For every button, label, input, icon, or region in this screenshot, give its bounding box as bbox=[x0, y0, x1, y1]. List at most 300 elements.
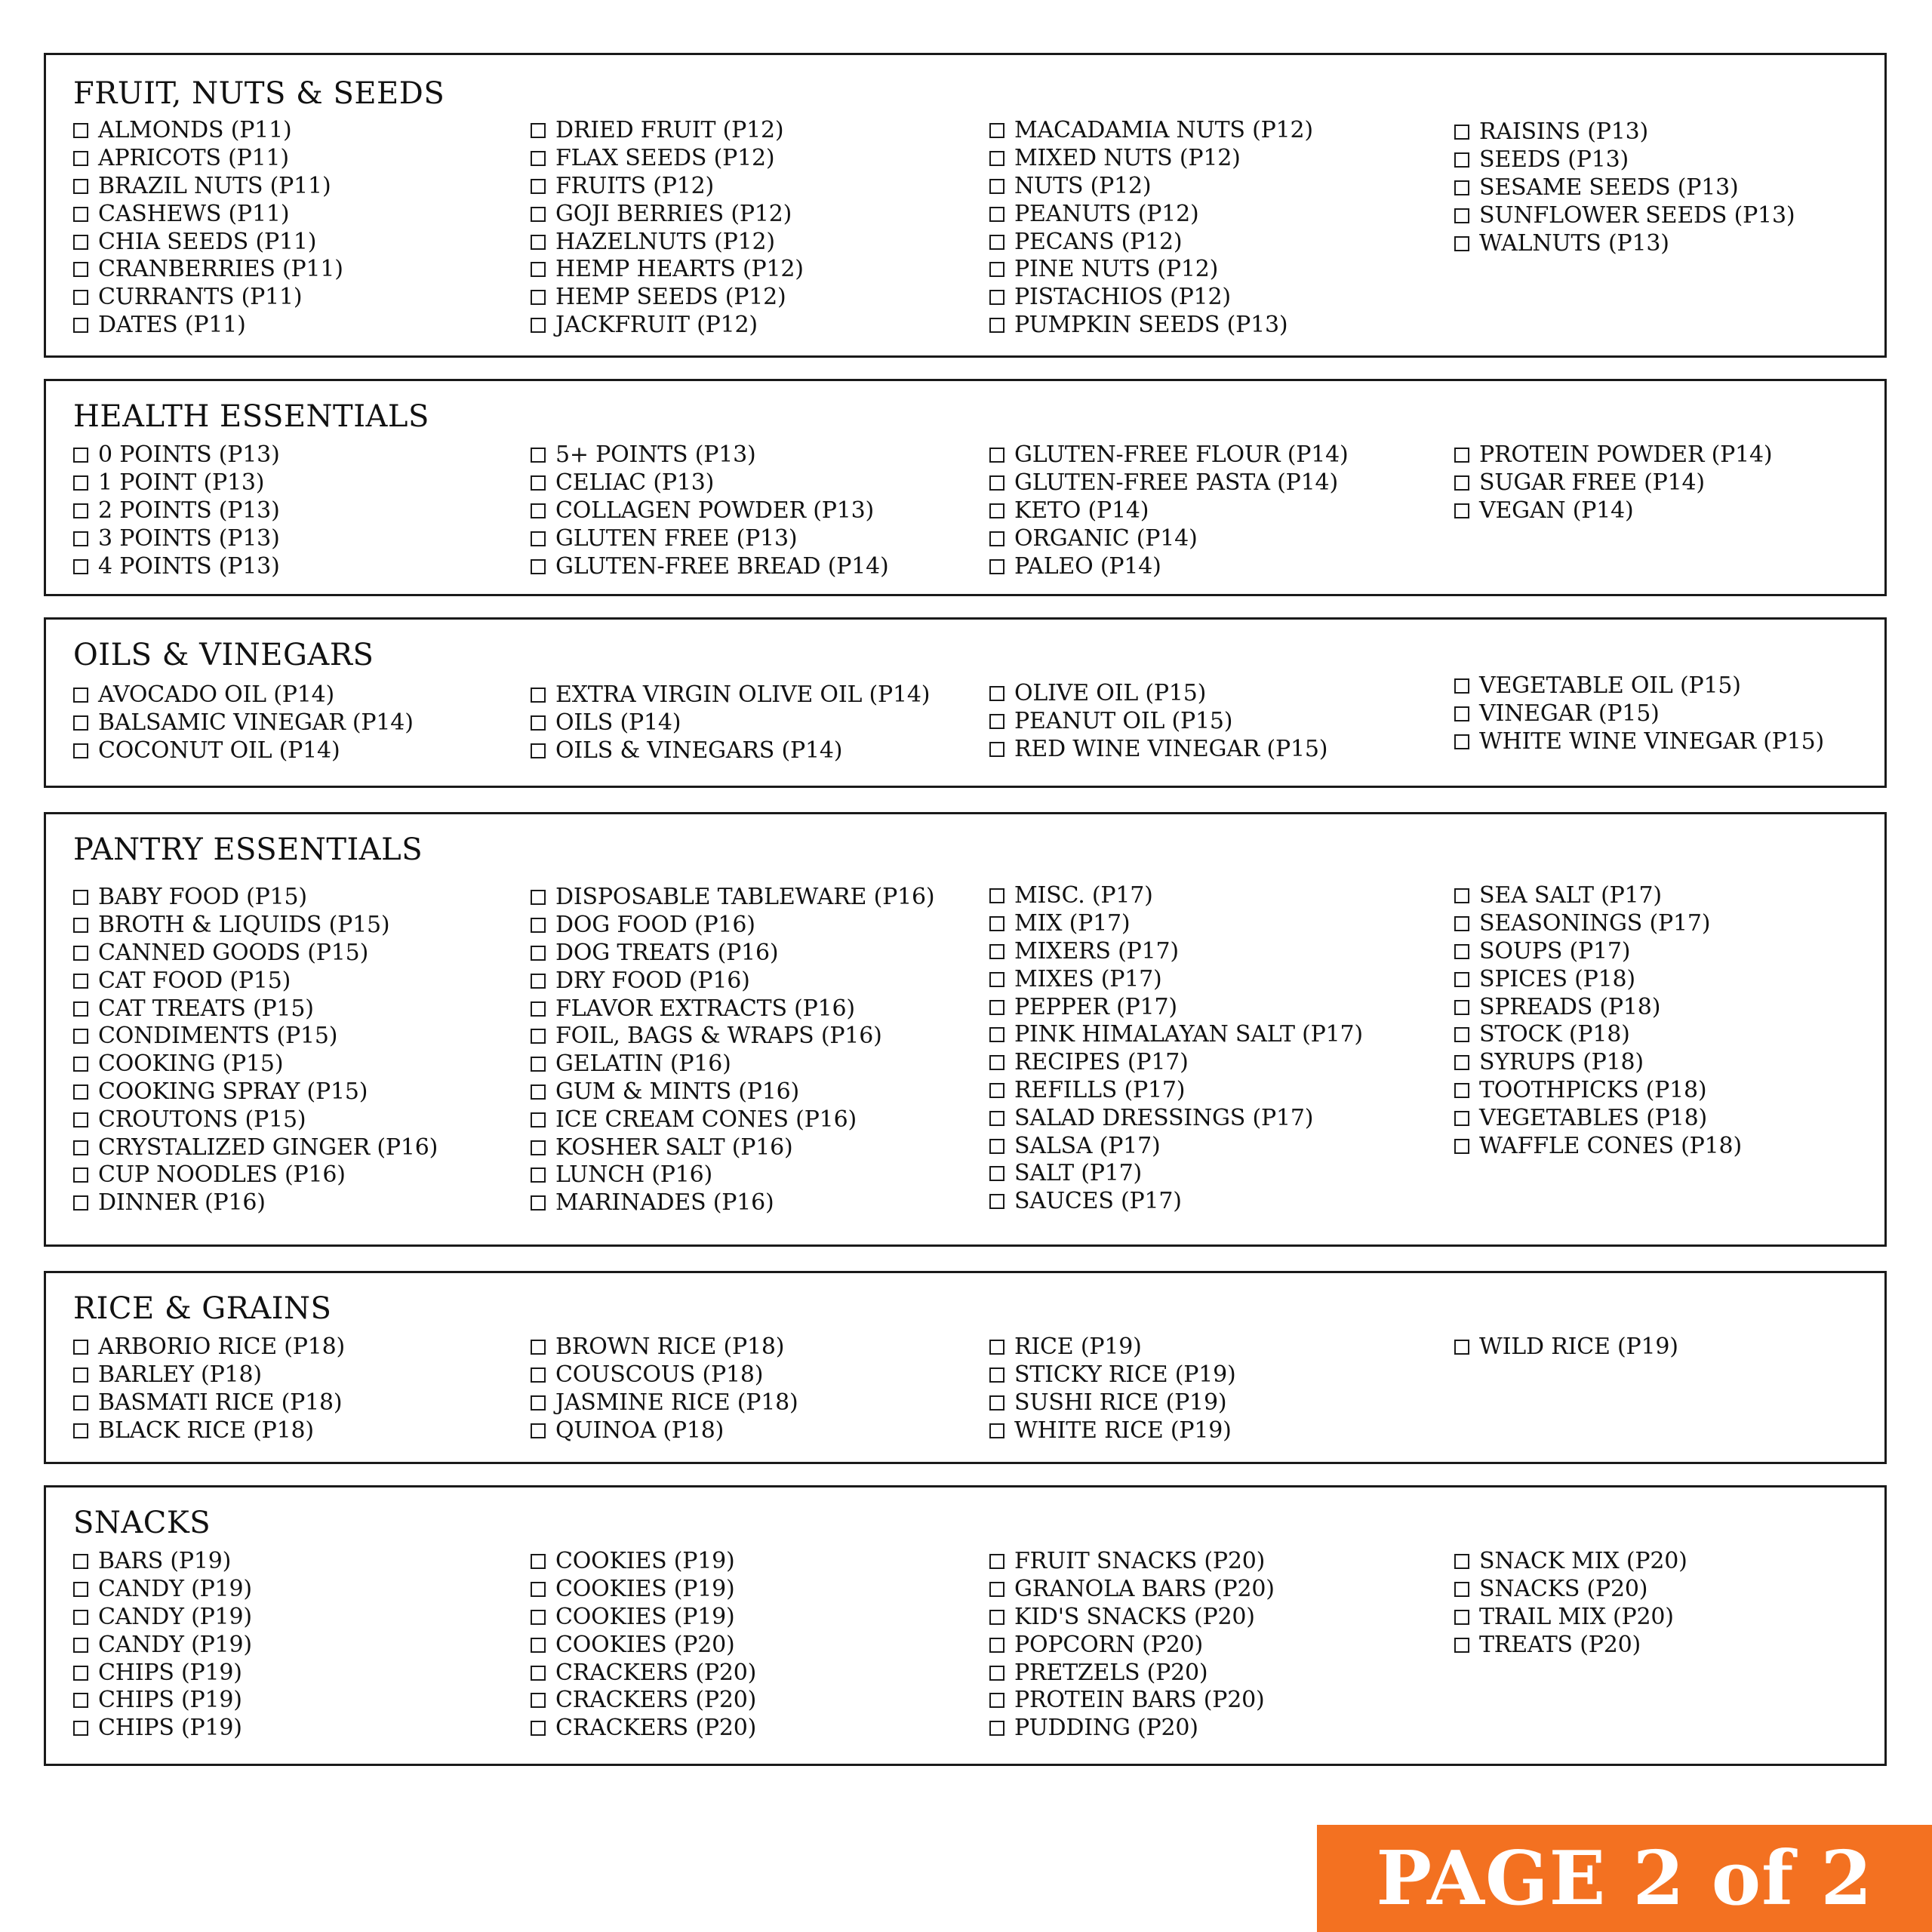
item-label: CAT TREATS (P15) bbox=[98, 995, 314, 1022]
checkbox[interactable] bbox=[73, 890, 88, 905]
page-indicator-label: PAGE 2 of 2 bbox=[1376, 1835, 1873, 1922]
checkbox[interactable] bbox=[989, 290, 1004, 305]
checklist-item bbox=[989, 256, 1313, 284]
checklist-item bbox=[73, 709, 414, 737]
item-label: GLUTEN-FREE BREAD (P14) bbox=[555, 552, 889, 580]
checkbox[interactable] bbox=[1454, 1340, 1469, 1355]
item-label: QUINOA (P18) bbox=[555, 1417, 724, 1444]
checklist-item bbox=[531, 1417, 798, 1444]
checkbox[interactable] bbox=[531, 318, 546, 333]
checkbox[interactable] bbox=[989, 503, 1004, 518]
checkbox[interactable] bbox=[73, 1057, 88, 1072]
checklist-item bbox=[531, 1548, 756, 1576]
item-label: DOG FOOD (P16) bbox=[555, 912, 755, 939]
checkbox[interactable] bbox=[1454, 1638, 1469, 1653]
item-label: 5+ POINTS (P13) bbox=[555, 441, 756, 469]
item-label: HAZELNUTS (P12) bbox=[555, 228, 775, 255]
checkbox[interactable] bbox=[531, 503, 546, 518]
checkbox[interactable] bbox=[73, 918, 88, 933]
item-label: SPREADS (P18) bbox=[1479, 993, 1661, 1020]
checklist-item bbox=[73, 228, 343, 256]
checklist-item bbox=[1454, 993, 1742, 1021]
item-label: PINK HIMALAYAN SALT (P17) bbox=[1014, 1021, 1363, 1048]
checkbox[interactable] bbox=[989, 559, 1004, 574]
item-label: STICKY RICE (P19) bbox=[1014, 1361, 1236, 1389]
checkbox[interactable] bbox=[73, 1084, 88, 1100]
checkbox[interactable] bbox=[531, 890, 546, 905]
item-label: CAT FOOD (P15) bbox=[98, 967, 291, 994]
checklist-item bbox=[1454, 441, 1772, 469]
checkbox[interactable] bbox=[531, 1001, 546, 1017]
item-label: BRAZIL NUTS (P11) bbox=[98, 172, 331, 199]
checkbox[interactable] bbox=[73, 123, 88, 138]
checklist-item bbox=[73, 1134, 438, 1161]
checkbox[interactable] bbox=[1454, 152, 1469, 168]
checkbox[interactable] bbox=[989, 123, 1004, 138]
checklist-item bbox=[989, 1361, 1236, 1389]
item-label: CRACKERS (P20) bbox=[555, 1715, 757, 1742]
checklist-column bbox=[531, 681, 930, 764]
item-label: PECANS (P12) bbox=[1014, 228, 1183, 255]
checklist-item bbox=[989, 117, 1313, 145]
checklist-item bbox=[1454, 1021, 1742, 1049]
item-label: JASMINE RICE (P18) bbox=[555, 1389, 798, 1416]
checklist-item bbox=[531, 284, 804, 312]
checklist-column bbox=[73, 884, 438, 1217]
checklist-item bbox=[73, 1576, 252, 1604]
item-label: LUNCH (P16) bbox=[555, 1161, 713, 1189]
checkbox[interactable] bbox=[531, 1666, 546, 1681]
checkbox[interactable] bbox=[73, 1168, 88, 1183]
checkbox[interactable] bbox=[531, 1029, 546, 1044]
checklist-item bbox=[73, 1334, 345, 1361]
item-label: PEANUT OIL (P15) bbox=[1014, 708, 1233, 735]
checkbox[interactable] bbox=[989, 1083, 1004, 1098]
checkbox[interactable] bbox=[531, 1195, 546, 1211]
checklist-item bbox=[989, 1188, 1363, 1216]
item-label: RAISINS (P13) bbox=[1479, 118, 1649, 146]
checklist-item bbox=[531, 117, 804, 145]
item-label: KETO (P14) bbox=[1014, 497, 1149, 524]
checkbox[interactable] bbox=[73, 1001, 88, 1017]
item-label: EXTRA VIRGIN OLIVE OIL (P14) bbox=[555, 681, 931, 709]
item-label: BABY FOOD (P15) bbox=[98, 884, 307, 911]
checklist-column bbox=[1454, 1548, 1687, 1659]
checkbox[interactable] bbox=[989, 944, 1004, 959]
item-label: STOCK (P18) bbox=[1479, 1021, 1630, 1048]
checkbox[interactable] bbox=[73, 503, 88, 518]
checkbox[interactable] bbox=[531, 974, 546, 989]
item-label: FOIL, BAGS & WRAPS (P16) bbox=[555, 1023, 882, 1050]
checklist-item bbox=[531, 1361, 798, 1389]
checklist-item bbox=[73, 681, 414, 709]
checkbox[interactable] bbox=[531, 1168, 546, 1183]
checkbox[interactable] bbox=[531, 531, 546, 546]
item-label: OILS (P14) bbox=[555, 709, 681, 737]
section-title: SNACKS bbox=[73, 1506, 211, 1540]
item-label: REFILLS (P17) bbox=[1014, 1076, 1186, 1103]
checkbox[interactable] bbox=[1454, 734, 1469, 749]
checkbox[interactable] bbox=[73, 179, 88, 194]
checkbox[interactable] bbox=[1454, 448, 1469, 463]
checkbox[interactable] bbox=[989, 742, 1004, 757]
checklist-column bbox=[989, 117, 1313, 339]
checkbox[interactable] bbox=[989, 1367, 1004, 1383]
checkbox[interactable] bbox=[989, 1693, 1004, 1708]
checkbox[interactable] bbox=[531, 688, 546, 703]
checkbox[interactable] bbox=[1454, 706, 1469, 721]
checkbox[interactable] bbox=[531, 1140, 546, 1155]
checklist-item bbox=[1454, 1049, 1742, 1077]
checklist-item bbox=[1454, 497, 1772, 525]
checkbox[interactable] bbox=[531, 475, 546, 491]
checkbox[interactable] bbox=[73, 318, 88, 333]
checkbox[interactable] bbox=[73, 262, 88, 277]
checkbox[interactable] bbox=[989, 1610, 1004, 1625]
checkbox[interactable] bbox=[1454, 972, 1469, 987]
item-label: 0 POINTS (P13) bbox=[98, 441, 280, 469]
checkbox[interactable] bbox=[531, 1638, 546, 1653]
checklist-item bbox=[989, 145, 1313, 173]
checklist-item bbox=[531, 1189, 934, 1217]
checklist-item bbox=[989, 1021, 1363, 1049]
item-label: SEASONINGS (P17) bbox=[1479, 910, 1711, 937]
checkbox[interactable] bbox=[989, 1111, 1004, 1126]
checklist-item bbox=[989, 284, 1313, 312]
checkbox[interactable] bbox=[531, 179, 546, 194]
checkbox[interactable] bbox=[989, 1638, 1004, 1653]
checkbox[interactable] bbox=[989, 1423, 1004, 1438]
checkbox[interactable] bbox=[531, 262, 546, 277]
checklist-item bbox=[1454, 1132, 1742, 1160]
item-label: CHIPS (P19) bbox=[98, 1687, 242, 1714]
checklist-item bbox=[1454, 118, 1795, 146]
item-label: RICE (P19) bbox=[1014, 1334, 1142, 1361]
checkbox[interactable] bbox=[73, 1112, 88, 1128]
checklist-item bbox=[73, 1051, 438, 1078]
item-label: SNACKS (P20) bbox=[1479, 1576, 1648, 1603]
checklist-column bbox=[531, 1334, 798, 1444]
item-label: BASMATI RICE (P18) bbox=[98, 1389, 343, 1416]
checkbox[interactable] bbox=[989, 179, 1004, 194]
checkbox[interactable] bbox=[531, 946, 546, 961]
item-label: ALMONDS (P11) bbox=[98, 117, 292, 144]
checklist-column bbox=[1454, 441, 1772, 525]
checklist-column bbox=[989, 441, 1348, 580]
item-label: GELATIN (P16) bbox=[555, 1051, 731, 1078]
checkbox[interactable] bbox=[73, 1423, 88, 1438]
item-label: GUM & MINTS (P16) bbox=[555, 1078, 800, 1105]
checkbox[interactable] bbox=[73, 1693, 88, 1708]
checkbox[interactable] bbox=[531, 1693, 546, 1708]
checklist-item bbox=[989, 1576, 1275, 1604]
checkbox[interactable] bbox=[1454, 1139, 1469, 1154]
checkbox[interactable] bbox=[1454, 1055, 1469, 1070]
checkbox[interactable] bbox=[73, 1029, 88, 1044]
item-label: OLIVE OIL (P15) bbox=[1014, 680, 1207, 707]
checklist-item bbox=[73, 552, 280, 580]
checklist-item bbox=[989, 993, 1363, 1021]
checkbox[interactable] bbox=[1454, 125, 1469, 140]
checkbox[interactable] bbox=[989, 1166, 1004, 1181]
checklist-item bbox=[73, 1023, 438, 1051]
checkbox[interactable] bbox=[989, 1055, 1004, 1070]
checklist-item bbox=[989, 1334, 1236, 1361]
checkbox[interactable] bbox=[73, 559, 88, 574]
checkbox[interactable] bbox=[989, 686, 1004, 701]
checkbox[interactable] bbox=[1454, 1000, 1469, 1015]
checklist-column bbox=[531, 117, 804, 339]
checkbox[interactable] bbox=[1454, 1111, 1469, 1126]
item-label: BARS (P19) bbox=[98, 1548, 232, 1575]
checklist-item bbox=[73, 256, 343, 284]
item-label: COOKIES (P19) bbox=[555, 1576, 735, 1603]
section-title: PANTRY ESSENTIALS bbox=[73, 832, 423, 867]
checklist-item bbox=[989, 1715, 1275, 1743]
checkbox[interactable] bbox=[989, 972, 1004, 987]
checklist-item bbox=[73, 1106, 438, 1134]
item-label: CELIAC (P13) bbox=[555, 469, 715, 497]
checkbox[interactable] bbox=[73, 1582, 88, 1597]
checkbox[interactable] bbox=[989, 318, 1004, 333]
checklist-item bbox=[989, 1049, 1363, 1077]
checkbox[interactable] bbox=[989, 1340, 1004, 1355]
checkbox[interactable] bbox=[989, 1000, 1004, 1015]
checkbox[interactable] bbox=[989, 1194, 1004, 1209]
checklist-item bbox=[989, 736, 1327, 764]
item-label: CANNED GOODS (P15) bbox=[98, 939, 369, 966]
checkbox[interactable] bbox=[531, 207, 546, 222]
checkbox[interactable] bbox=[989, 714, 1004, 729]
checklist-item bbox=[73, 525, 280, 552]
item-label: CANDY (P19) bbox=[98, 1631, 252, 1658]
checkbox[interactable] bbox=[989, 1666, 1004, 1681]
checkbox[interactable] bbox=[531, 918, 546, 933]
checklist-item bbox=[989, 1548, 1275, 1576]
checkbox[interactable] bbox=[989, 1139, 1004, 1154]
checkbox[interactable] bbox=[531, 1340, 546, 1355]
checklist-item bbox=[989, 1104, 1363, 1132]
checkbox[interactable] bbox=[73, 1340, 88, 1355]
checklist-item bbox=[531, 995, 934, 1023]
item-label: COOKIES (P20) bbox=[555, 1631, 735, 1658]
checkbox[interactable] bbox=[73, 1610, 88, 1625]
checkbox[interactable] bbox=[531, 1721, 546, 1736]
checklist-item bbox=[989, 1077, 1363, 1105]
checklist-column bbox=[531, 1548, 756, 1743]
item-label: SALSA (P17) bbox=[1014, 1132, 1161, 1159]
checklist-item bbox=[73, 469, 280, 497]
checklist-item bbox=[989, 312, 1313, 340]
checkbox[interactable] bbox=[73, 946, 88, 961]
checkbox[interactable] bbox=[531, 1423, 546, 1438]
item-label: VEGETABLES (P18) bbox=[1479, 1104, 1707, 1131]
checklist-item bbox=[989, 1631, 1275, 1659]
checkbox[interactable] bbox=[1454, 1554, 1469, 1569]
checklist-item bbox=[989, 200, 1313, 228]
checkbox[interactable] bbox=[73, 1666, 88, 1681]
item-label: KOSHER SALT (P16) bbox=[555, 1134, 793, 1161]
item-label: GLUTEN-FREE FLOUR (P14) bbox=[1014, 441, 1349, 469]
checkbox[interactable] bbox=[531, 743, 546, 758]
checkbox[interactable] bbox=[531, 1395, 546, 1411]
checkbox[interactable] bbox=[989, 235, 1004, 250]
checkbox[interactable] bbox=[73, 151, 88, 166]
checkbox[interactable] bbox=[73, 1638, 88, 1653]
checklist-item bbox=[73, 117, 343, 145]
item-label: BARLEY (P18) bbox=[98, 1361, 262, 1389]
checkbox[interactable] bbox=[531, 1112, 546, 1128]
checklist-item bbox=[531, 1334, 798, 1361]
section-pantry-essentials bbox=[44, 812, 1887, 1247]
checkbox[interactable] bbox=[73, 531, 88, 546]
checkbox[interactable] bbox=[989, 1582, 1004, 1597]
checkbox[interactable] bbox=[73, 743, 88, 758]
section-rice-and-grains bbox=[44, 1271, 1887, 1464]
checkbox[interactable] bbox=[989, 448, 1004, 463]
checkbox[interactable] bbox=[73, 1395, 88, 1411]
checklist-item bbox=[989, 469, 1348, 497]
checkbox[interactable] bbox=[989, 1721, 1004, 1736]
checkbox[interactable] bbox=[531, 448, 546, 463]
checklist-item bbox=[989, 173, 1313, 201]
checkbox[interactable] bbox=[73, 235, 88, 250]
checkbox[interactable] bbox=[1454, 236, 1469, 251]
item-label: WALNUTS (P13) bbox=[1479, 229, 1669, 257]
checkbox[interactable] bbox=[989, 262, 1004, 277]
checkbox[interactable] bbox=[989, 1027, 1004, 1042]
item-label: NUTS (P12) bbox=[1014, 172, 1152, 199]
checkbox[interactable] bbox=[531, 1554, 546, 1569]
checkbox[interactable] bbox=[989, 207, 1004, 222]
checkbox[interactable] bbox=[989, 1395, 1004, 1411]
checkbox[interactable] bbox=[531, 1582, 546, 1597]
item-label: VEGETABLE OIL (P15) bbox=[1479, 672, 1741, 700]
section-title: FRUIT, NUTS & SEEDS bbox=[73, 76, 445, 111]
checklist-item bbox=[1454, 1576, 1687, 1604]
checklist-item bbox=[1454, 965, 1742, 993]
checkbox[interactable] bbox=[1454, 888, 1469, 903]
checkbox[interactable] bbox=[531, 1057, 546, 1072]
checkbox[interactable] bbox=[531, 1084, 546, 1100]
checkbox[interactable] bbox=[989, 531, 1004, 546]
item-label: DATES (P11) bbox=[98, 311, 246, 338]
checkbox[interactable] bbox=[1454, 1027, 1469, 1042]
checklist-item bbox=[531, 312, 804, 340]
checkbox[interactable] bbox=[531, 235, 546, 250]
checkbox[interactable] bbox=[73, 290, 88, 305]
checkbox[interactable] bbox=[73, 974, 88, 989]
item-label: CURRANTS (P11) bbox=[98, 284, 303, 311]
checklist-item bbox=[73, 145, 343, 173]
checkbox[interactable] bbox=[73, 1140, 88, 1155]
item-label: RECIPES (P17) bbox=[1014, 1049, 1189, 1076]
checklist-item bbox=[989, 552, 1348, 580]
checkbox[interactable] bbox=[989, 475, 1004, 491]
item-label: CRACKERS (P20) bbox=[555, 1687, 757, 1714]
checkbox[interactable] bbox=[73, 715, 88, 731]
checklist-item bbox=[531, 228, 804, 256]
checkbox[interactable] bbox=[531, 1367, 546, 1383]
checkbox[interactable] bbox=[1454, 1083, 1469, 1098]
checklist-item bbox=[531, 173, 804, 201]
checkbox[interactable] bbox=[1454, 944, 1469, 959]
checklist-item bbox=[531, 1389, 798, 1417]
section-title: OILS & VINEGARS bbox=[73, 638, 374, 672]
checkbox[interactable] bbox=[989, 916, 1004, 931]
checklist-item bbox=[73, 1078, 438, 1106]
checkbox[interactable] bbox=[989, 888, 1004, 903]
checklist-item bbox=[1454, 1077, 1742, 1105]
checkbox[interactable] bbox=[1454, 916, 1469, 931]
checkbox[interactable] bbox=[531, 290, 546, 305]
checkbox[interactable] bbox=[531, 715, 546, 731]
checkbox[interactable] bbox=[989, 1554, 1004, 1569]
item-label: PRETZELS (P20) bbox=[1014, 1659, 1208, 1686]
checkbox[interactable] bbox=[73, 1554, 88, 1569]
checkbox[interactable] bbox=[989, 151, 1004, 166]
checkbox[interactable] bbox=[531, 123, 546, 138]
item-label: AVOCADO OIL (P14) bbox=[98, 681, 334, 709]
item-label: VINEGAR (P15) bbox=[1479, 700, 1660, 728]
checkbox[interactable] bbox=[1454, 180, 1469, 195]
checklist-item bbox=[989, 680, 1327, 708]
checklist-column bbox=[989, 1548, 1275, 1743]
checklist-column bbox=[989, 680, 1327, 763]
checkbox[interactable] bbox=[73, 207, 88, 222]
item-label: SAUCES (P17) bbox=[1014, 1188, 1182, 1215]
item-label: SESAME SEEDS (P13) bbox=[1479, 174, 1739, 201]
item-label: CROUTONS (P15) bbox=[98, 1106, 306, 1133]
checklist-item bbox=[1454, 938, 1742, 966]
item-label: FRUIT SNACKS (P20) bbox=[1014, 1548, 1266, 1575]
item-label: HEMP HEARTS (P12) bbox=[555, 256, 804, 283]
checkbox[interactable] bbox=[1454, 208, 1469, 223]
item-label: SUGAR FREE (P14) bbox=[1479, 469, 1705, 497]
checklist-item bbox=[989, 1604, 1275, 1632]
checklist-item bbox=[73, 884, 438, 912]
checklist-item bbox=[531, 469, 889, 497]
checkbox[interactable] bbox=[1454, 1610, 1469, 1625]
checkbox[interactable] bbox=[1454, 503, 1469, 518]
checkbox[interactable] bbox=[1454, 475, 1469, 491]
checklist-item bbox=[989, 1160, 1363, 1188]
item-label: ARBORIO RICE (P18) bbox=[98, 1334, 346, 1361]
section-title: HEALTH ESSENTIALS bbox=[73, 399, 429, 434]
item-label: JACKFRUIT (P12) bbox=[555, 311, 758, 338]
section-health-essentials bbox=[44, 379, 1887, 596]
checkbox[interactable] bbox=[531, 1610, 546, 1625]
checkbox[interactable] bbox=[73, 1721, 88, 1736]
checkbox[interactable] bbox=[73, 1367, 88, 1383]
checkbox[interactable] bbox=[73, 448, 88, 463]
checklist-item bbox=[989, 525, 1348, 552]
item-label: COOKING SPRAY (P15) bbox=[98, 1078, 368, 1105]
checkbox[interactable] bbox=[1454, 1582, 1469, 1597]
checkbox[interactable] bbox=[1454, 678, 1469, 694]
checklist-item bbox=[531, 441, 889, 469]
checkbox[interactable] bbox=[73, 475, 88, 491]
checkbox[interactable] bbox=[531, 559, 546, 574]
item-label: CANDY (P19) bbox=[98, 1576, 252, 1603]
checklist-item bbox=[73, 1604, 252, 1632]
item-label: CASHEWS (P11) bbox=[98, 200, 290, 227]
checkbox[interactable] bbox=[531, 151, 546, 166]
checkbox[interactable] bbox=[73, 1195, 88, 1211]
section-title: RICE & GRAINS bbox=[73, 1291, 332, 1326]
checkbox[interactable] bbox=[73, 688, 88, 703]
checklist-item bbox=[73, 1631, 252, 1659]
